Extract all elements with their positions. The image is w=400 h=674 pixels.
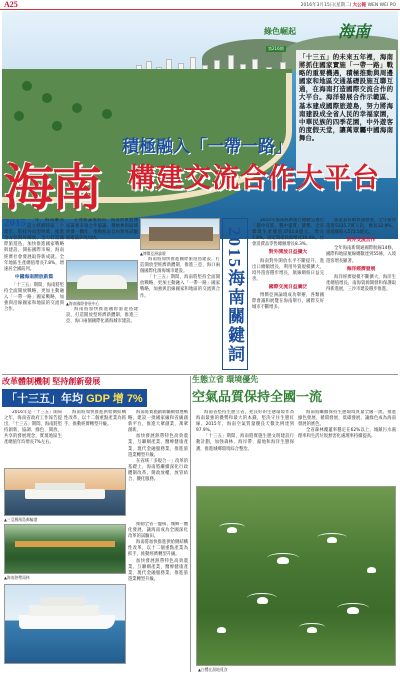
section3-subtitle: 生態立省 環境優先 [192,375,259,384]
section3-title: 空氣品質保持全國一流 [192,389,323,404]
article-column [64,410,126,466]
photo-exhibition [66,260,138,300]
section2-title-num: GDP 增 7% [86,393,143,405]
paragraph: 旅遊業持續快速發展，全年接待遊客5335.7萬人次，增長12.9%，旅遊總收入572.5億元。 [326,218,396,236]
issue-date: 2016年3月15日(星期二) [300,2,352,8]
page-number: A25 [4,0,18,9]
paragraph: 在博鰲論壇期間，海南與東盟國家簽署多項合作協議，積極參與區域經濟一體化，推動海南自由貿易試驗區建設步伐加快。 [66,218,138,242]
subhead: 對外交流合作 [346,238,376,244]
headline-line1: 積極融入「一帶一路」 [122,137,292,156]
section2-header [2,376,192,406]
paragraph: 「十三五」期間，海南將堅持全面開放戰略，更加主動融入「一帶一路」國家戰略，加強與沿線國家和地區的交流與合作。 [4,282,64,313]
paragraph: 海南將加快推進國際旅遊島建設，打造開放型經濟新體制，推進三亞、海口兩個國際化濱海城市建設。 [66,307,138,325]
article-column [4,218,64,374]
caption: ▲海南熱帶雨林 [4,575,30,580]
section-region: 海南 [338,24,371,41]
photo-egrets [196,486,396,666]
date-line [301,2,396,8]
caption: ▲白鷺在濕地覓食 [198,667,228,672]
photo-forum [140,218,220,250]
paragraph: 海南將加快推進供給側結構性改革，以十二個重點產業為抓手，推動經濟轉型升級。 [128,540,188,558]
section-badge [264,19,394,51]
article-column [66,307,138,374]
photo-cruise-port [4,468,126,516]
subhead: 海洋經濟發展 [346,266,376,272]
paragraph: 海南將加快推進供給側結構性改革，以十二個重點產業為抓手，推動經濟轉型升級。 [64,410,126,428]
headline [2,128,398,218]
section3-header [192,374,398,408]
section2-subtitle: 改革體制機制 堅持創新發展 [2,377,101,386]
section-title: 綠色崛起 [264,27,296,36]
caption: ▲博鰲亞洲論壇 [140,251,166,256]
headline-line2: 構建交流合作大平台 [128,163,380,193]
paragraph: 2015年海南經濟運行總體呈現出「穩中有進、穩中提質」態勢，全省實現生產總值3702.8億元，增長7.8%，固定資產投資增長10.4%，社會消費品零售總額增長8.3%。 [252,218,324,248]
paragraph: 海南省堅持生態立省，把良好的生態環境作為海南最強的優勢和最大的本錢，堅決守住生態紅線。2015年，海南空氣質量優良天數比例達到97.9%。 [196,410,294,434]
paragraph: 海南將繼續保持生態環境質量全國一流，推進綠色發展、循環發展、低碳發展，讓綠色成為海南發展的底色。 [298,410,396,428]
paper-name: 大公報 [352,2,367,8]
caption: ▲三亞鳳凰島郵輪港 [4,517,38,522]
section2-title [2,389,147,407]
article-column [66,218,138,258]
paragraph: 海南對外開放水平不斷提升，進出口總額增長，利用外資規模擴大，境外遊客穩步增長，航線網絡日益完善。 [252,258,324,282]
photo-rainforest [4,524,126,574]
paragraph: 全省森林覆蓋率穩定在62%以上，城鎮污水處理率和生活垃圾無害化處理率持續提高。 [298,428,396,440]
paragraph: 2016年是「十三五」開局之年，海南省政府工作報告提出，「十三五」期間，海南將堅持創新、協調、綠色、開放、共享的發展理念，實現地區生產總值年均增長7%左右。 [4,410,62,446]
subhead: 國際交流日益廣泛 [268,284,308,290]
paragraph: 推動全省一盤棋、城鄉一體化發展，讓海南成為全國深化改革的試驗田。 [128,522,188,540]
column-divider [190,376,191,672]
headline-big: 海南 [4,160,100,216]
article-column [4,410,62,466]
vertical-title: 2015海南關鍵詞 [222,218,248,370]
paragraph: 全年海南新開通國際航線14條，國際和地區航線總數達到55條，入境遊客增長顯著。 [326,246,396,264]
dropcap: 2015 [4,218,26,229]
paragraph: 加快發展熱帶特色高效農業、互聯網產業、醫療健康產業、現代金融服務業，推進旅遊業轉型升級。 [128,434,188,458]
page-header [0,0,400,10]
subhead: 中國海南開放新篇 [14,274,54,280]
article-column [252,218,324,374]
intro-text: 「十三五」的未來五年裡，海南將抓住國家實施「一帶一路」戰略的重要機遇，積極推動與周邊國家和地區交通基礎設施互聯互通，在海南打造國際交流合作的大平台。海洋發展合作示範區、基本建成國際旅遊島，努力將海南建設成全省人民的幸福家園，中華民族的四季花園，中外遊客的度假天堂，讓萬眾矚中國海南舞台。 [296,50,396,178]
article-column [128,410,188,520]
paragraph: 博鰲亞洲論壇成功舉辦，各類國際會議和展覽在海南舉行，國際友好城市不斷增多。 [252,293,324,311]
section2-title-prefix: 「十三五」年均 [6,393,83,405]
paper-site: WEN WEI PO [367,2,396,8]
photo-cruise-ship [4,584,126,664]
subhead: 對外開放日益擴大 [268,250,308,256]
paragraph: 海南將加快推進國際旅遊島建設，打造開放型經濟新體制，推進三亞、海口兩個國際化濱海城市建設。 [140,257,220,275]
paragraph: 「十三五」期間，海南將實施生態文明建設行動計劃，加強森林、海岸帶、濕地和海洋生態保護，推進城鄉環境綜合整治。 [196,434,294,452]
article-column [128,522,188,668]
article-column [140,257,220,374]
paragraph: 在省域「多規合一」改革的基礎上，海南將繼續深化行政體制改革，簡政放權、放管結合、優化服務。 [128,458,188,483]
paragraph: 年，海南聯省設立經濟特區三十周年，堅持外向型經濟、推進全方位對外開放，全力打造國際旅遊島，加快推進國家戰略與建設，開拓國際市場，海南經濟社會發展取得新成就。全年地區生產總值增長7.8%，增速居全國前列。 [4,218,64,272]
article-column [326,218,396,374]
paragraph: 「十三五」期間，海南將堅持全面開放戰略，更加主動融入「一帶一路」國家戰略，加強與沿線國家和地區的交流與合作。 [140,275,220,299]
paragraph: 加快發展熱帶特色高效農業、互聯網產業、醫療健康產業、現代金融服務業，推進旅遊業轉型升級。 [128,558,188,582]
edition-tag: 第216期 [268,45,284,51]
paragraph: 海洋經濟規模不斷擴大，海洋生產總值增長，南海資源開發和保護取得新進展，三沙市建設穩步推進。 [326,274,396,292]
article-column [196,410,294,482]
caption: ▲海南國際會展中心 [66,301,100,306]
article-column [298,410,396,482]
paragraph: 海南將實施創新驅動發展戰略，建設一批國家級和省級創新平台，推進大眾創業、萬眾創新。 [128,410,188,434]
